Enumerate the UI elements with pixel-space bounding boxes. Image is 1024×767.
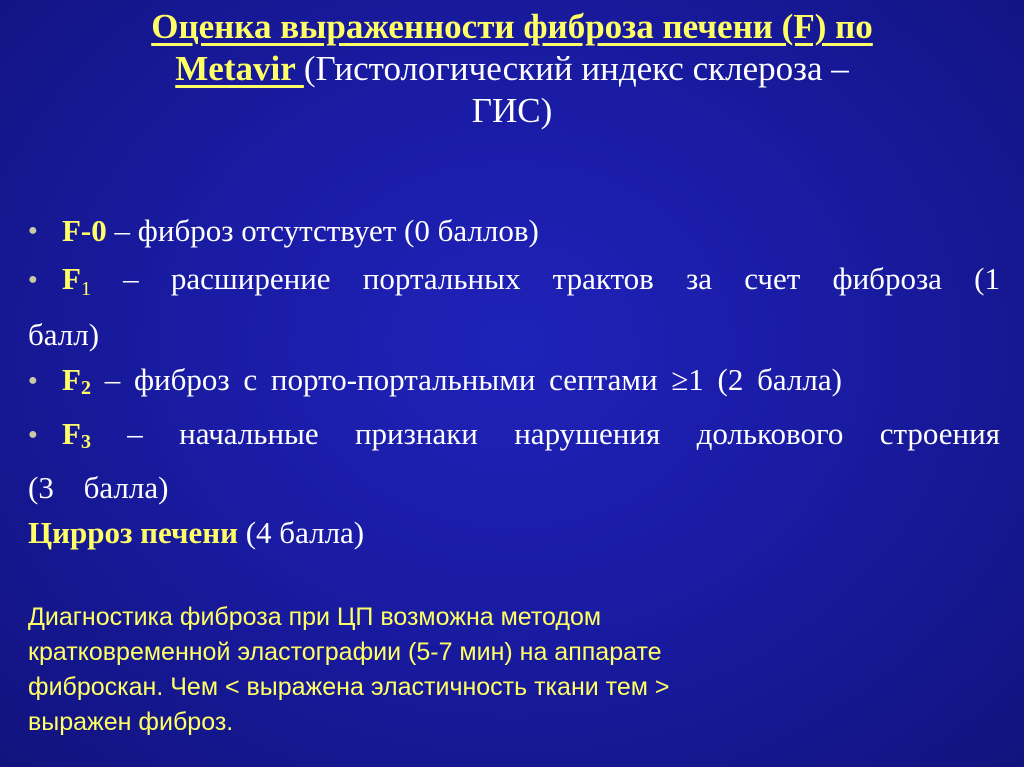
item-subscript: 1 [80,278,91,301]
note-line3: фиброскан. Чем < выражена эластичность ткани тем > [28,673,670,701]
cirrhosis-key: Цирроз печени [28,515,238,551]
fibrosis-list [28,208,1000,555]
bullet-icon: ● [28,371,38,389]
list-item-f0 [28,208,1000,256]
item-text: – начальные признаки нарушения долькового строения (3 балла) [28,416,1000,506]
item-key: F1 [62,261,91,301]
note-line1: Диагностика фиброза при ЦП возможна методом [28,603,602,631]
item-key: F-0 [62,213,107,248]
title-subtitle-line3: ГИС) [471,91,553,130]
list-item-f3 [28,411,1000,510]
item-text: – расширение портальных трактов за счет фиброза (1 балл) [28,261,1000,353]
diagnostic-note [28,600,928,740]
item-text: – фиброз отсутствует (0 баллов) [106,213,539,248]
item-text: – фиброз с порто-портальными септами ≥1 (2 балла) [90,362,842,398]
title-highlight-line1: Оценка выраженности фиброза печени (F) по [151,7,873,46]
note-line4: выражен фиброз. [28,708,234,736]
title-subtitle-line2: (Гистологический индекс склероза – [303,49,849,88]
cirrhosis-text: (4 балла) [237,515,365,551]
cirrhosis-line [28,510,1000,555]
item-subscript: 3 [80,431,91,454]
item-subscript: 2 [80,377,91,400]
slide-title [20,6,1004,132]
bullet-icon: ● [28,425,38,443]
item-key: $F_3$ [62,416,91,454]
bullet-icon: ● [28,270,38,288]
title-highlight-metavir: Metavir [175,49,304,88]
list-item-f2 [28,357,1000,411]
note-line2: кратковременной эластографии (5-7 мин) на аппарате [28,638,662,666]
item-key: $F_2$ [62,362,91,400]
bullet-icon: ● [28,222,38,240]
list-item-f1 [28,256,1000,357]
